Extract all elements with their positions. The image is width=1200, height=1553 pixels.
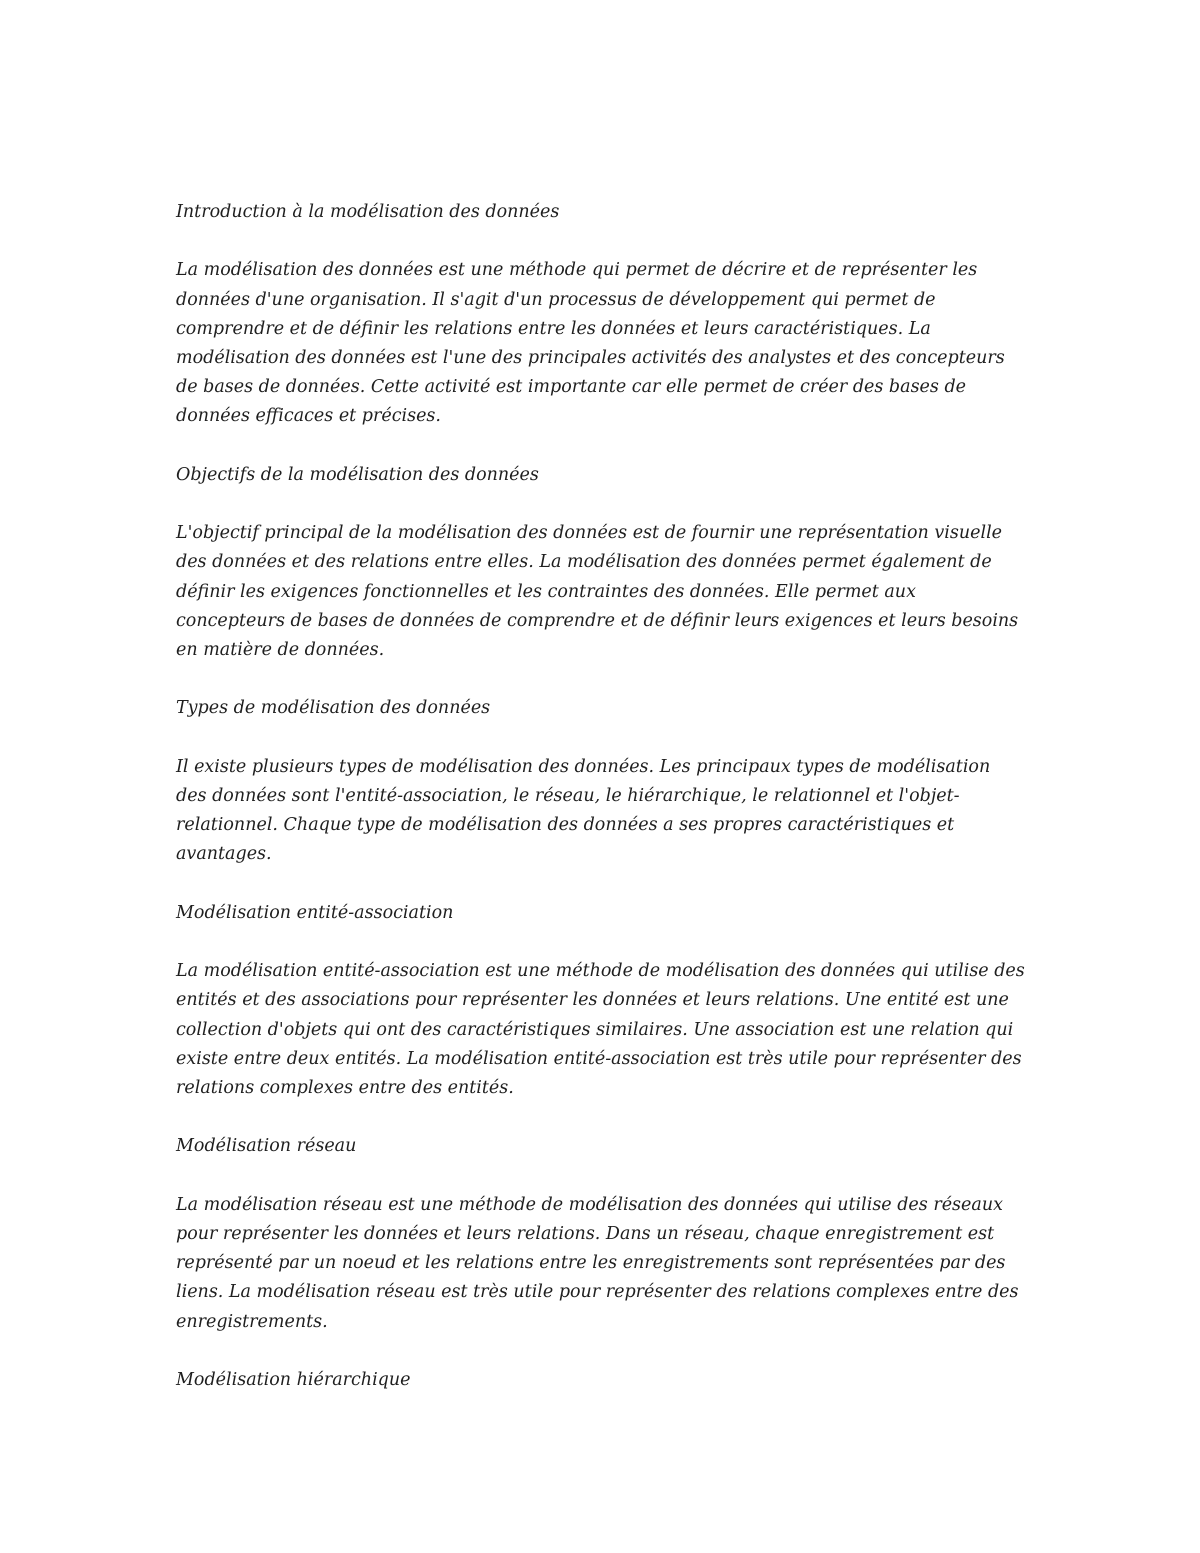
section-heading: Modélisation hiérarchique: [176, 1369, 411, 1390]
section-paragraph: L'objectif principal de la modélisation des données est de fournir une représentation visuelle des données et des relations entre elles. La modélisation des données permet également de définir les exigences fonctionnelles et les contraintes des données. Elle permet aux concepteurs de bases de données de comprendre et de définir leurs exigences et leurs besoins en matière de données.: [176, 523, 1019, 660]
section-paragraph: La modélisation entité-association est une méthode de modélisation des données qui utilise des entités et des associations pour représenter les données et leurs relations. Une entité est une collection d'objets qui ont des caractéristiques similaires. Une association est une relation qui existe entre deux entités. La modélisation entité-association est très utile pour représenter des relations complexes entre des entités.: [176, 961, 1025, 1098]
section-heading: Modélisation réseau: [176, 1136, 357, 1157]
section-heading: Types de modélisation des données: [176, 698, 491, 719]
section-heading: Modélisation entité-association: [176, 902, 454, 923]
section-paragraph: La modélisation des données est une méthode qui permet de décrire et de représenter les données d'une organisation. Il s'agit d'un processus de développement qui permet de comprendre et de définir les relations entre les données et leurs caractéristiques. La modélisation des données est l'une des principales activités des analystes et des concepteurs de bases de données. Cette activité est importante car elle permet de créer des bases de données efficaces et précises.: [176, 260, 1005, 427]
section-heading: Introduction à la modélisation des données: [176, 202, 560, 222]
document-content: [176, 198, 1026, 1424]
section-paragraph: Il existe plusieurs types de modélisation des données. Les principaux types de modélisation des données sont l'entité-association, le réseau, le hiérarchique, le relationnel et l'objet-relationnel. Chaque type de modélisation des données a ses propres caractéristiques et avantages.: [176, 756, 991, 865]
section-heading: Objectifs de la modélisation des données: [176, 464, 539, 485]
section-paragraph: La modélisation réseau est une méthode de modélisation des données qui utilise des réseaux pour représenter les données et leurs relations. Dans un réseau, chaque enregistrement est représenté par un noeud et les relations entre les enregistrements sont représentées par des liens. La modélisation réseau est très utile pour représenter des relations complexes entre des enregistrements.: [176, 1194, 1019, 1332]
